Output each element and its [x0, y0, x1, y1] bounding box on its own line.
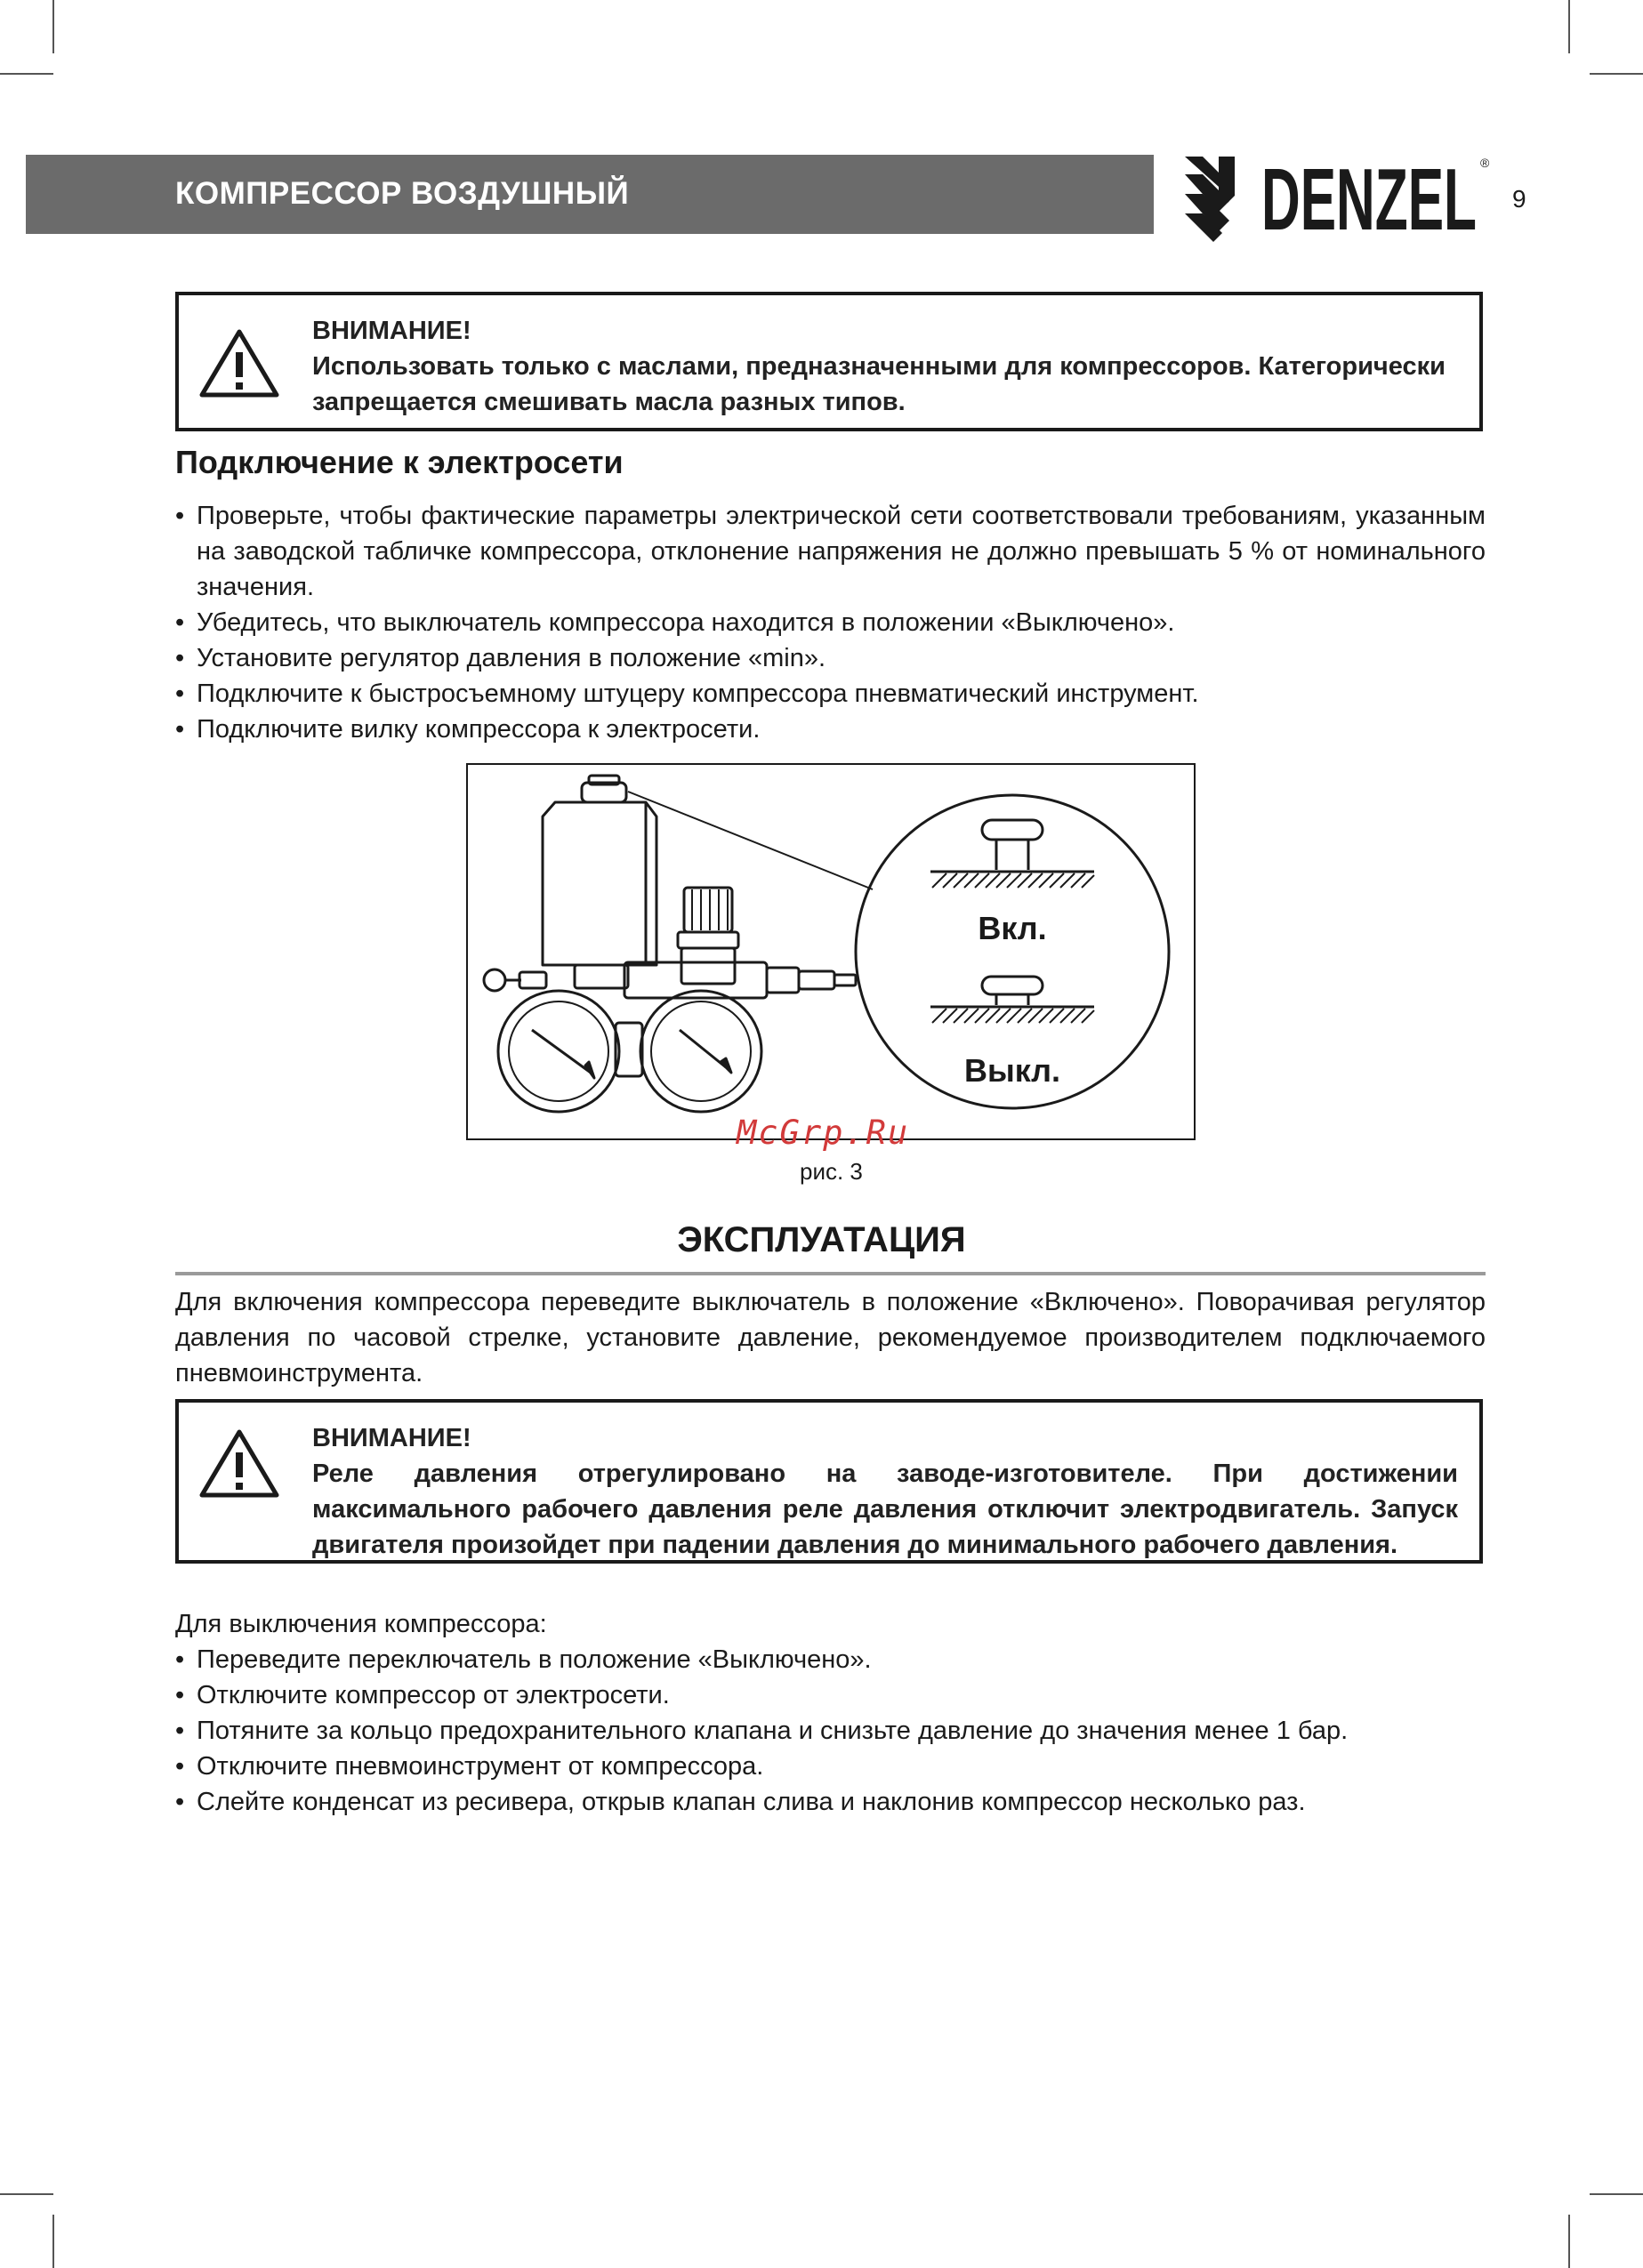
pressure-switch-illustration [468, 765, 1194, 1138]
denzel-logo [1183, 151, 1490, 245]
warning-box [175, 1399, 1483, 1564]
crop-mark [1568, 0, 1570, 53]
connection-list [175, 498, 1486, 747]
warning-body: Использовать только с маслами, предназначенными для компрессоров. Категорически запрещается смешивать масла разных типов. [312, 352, 1446, 416]
section-divider [175, 1272, 1486, 1275]
shutdown-intro: Для выключения компрессора: [175, 1610, 547, 1638]
registered-mark: ® [1480, 156, 1490, 170]
list-item: • Подключите к быстросъемному штуцеру компрессора пневматический инструмент. [175, 676, 1486, 712]
list-item: • Слейте конденсат из ресивера, открыв клапан слива и наклонив компрессор несколько раз. [175, 1784, 1486, 1820]
list-item: • Потяните за кольцо предохранительного клапана и снизьте давление до значения менее 1 бар. [175, 1713, 1486, 1749]
list-item: • Установите регулятор давления в положение «min». [175, 640, 1486, 676]
warning-heading: ВНИМАНИЕ! [312, 1424, 471, 1452]
label-off: Выкл. [963, 1052, 1061, 1089]
crop-mark [0, 73, 53, 75]
list-item: • Переведите переключатель в положение «Выключено». [175, 1642, 1486, 1677]
crop-mark [0, 2193, 53, 2195]
warning-content [312, 1420, 1458, 1563]
header-title: КОМПРЕССОР ВОЗДУШНЫЙ [175, 176, 630, 211]
warning-body: Реле давления отрегулировано на заводе-изготовителе. При достижении максимального рабочего давления реле давления отключит электродвигатель. Запуск двигателя произойдет при падении давления до минимального рабочего давления. [312, 1460, 1458, 1559]
warning-box [175, 292, 1483, 431]
list-item: • Отключите компрессор от электросети. [175, 1677, 1486, 1713]
warning-triangle-icon [198, 1428, 280, 1499]
watermark: McGrp.Ru [737, 1114, 910, 1152]
list-item: • Подключите вилку компрессора к электросети. [175, 712, 1486, 747]
warning-triangle-icon [198, 327, 280, 398]
crop-mark [52, 0, 54, 53]
list-item: • Проверьте, чтобы фактические параметры электрической сети соответствовали требованиям, указанным на заводской табличке компрессора, отклонение напряжения не должно превышать 5 % от номинального значения. [175, 498, 1486, 605]
page-number: 9 [1512, 185, 1526, 213]
list-item: • Убедитесь, что выключатель компрессора находится в положении «Выключено». [175, 605, 1486, 640]
figure-caption: рис. 3 [800, 1158, 863, 1185]
figure-3 [466, 763, 1196, 1140]
crop-mark [1590, 73, 1643, 75]
list-item: • Отключите пневмоинструмент от компрессора. [175, 1749, 1486, 1784]
section-title: ЭКСПЛУАТАЦИЯ [677, 1220, 966, 1259]
operation-paragraph: Для включения компрессора переведите выключатель в положение «Включено». Поворачивая регулятор давления по часовой стрелке, установите давление, рекомендуемое производителем подключаемого пневмоинструмента. [175, 1288, 1486, 1387]
warning-content [312, 313, 1458, 420]
crop-mark [52, 2215, 54, 2268]
section-subtitle: Подключение к электросети [175, 444, 624, 480]
warning-heading: ВНИМАНИЕ! [312, 317, 471, 345]
crop-mark [1568, 2215, 1570, 2268]
shutdown-list [175, 1642, 1486, 1820]
label-on: Вкл. [978, 910, 1047, 946]
crop-mark [1590, 2193, 1643, 2195]
brand-name: DENZEL [1261, 151, 1477, 245]
